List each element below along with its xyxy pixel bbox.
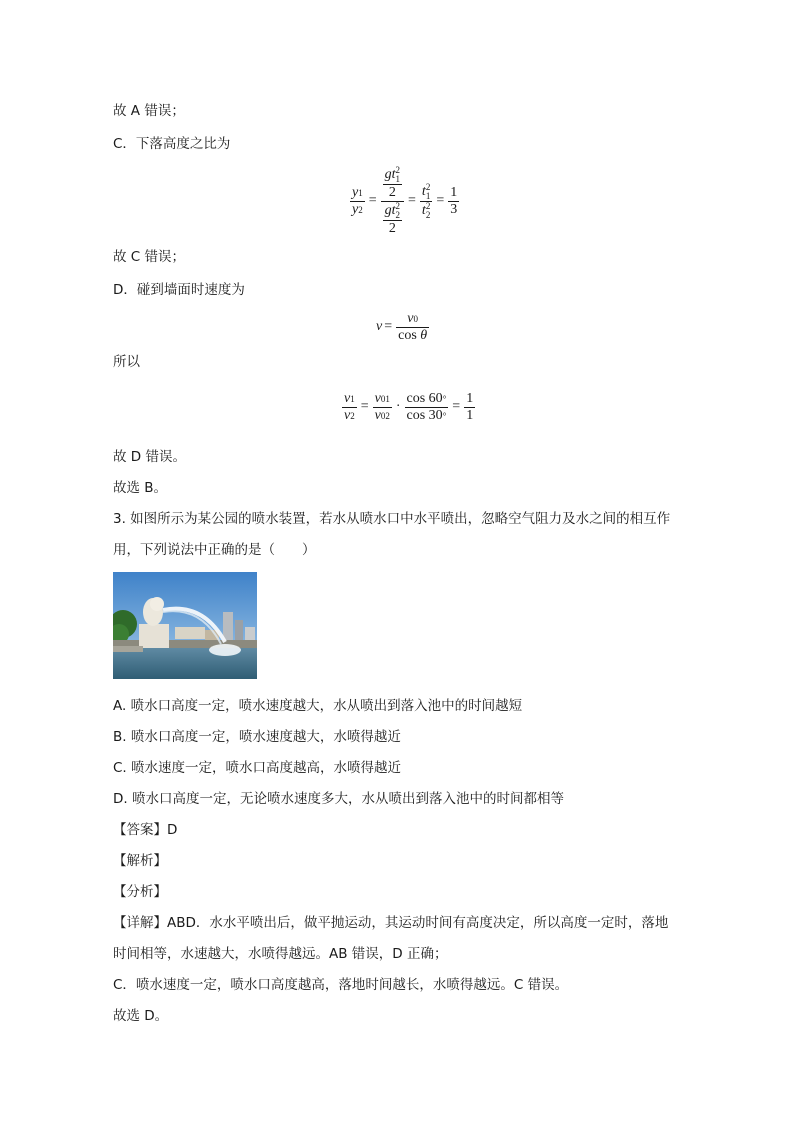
detail-line4: 故选 D。	[113, 1008, 169, 1024]
analysis-label: 【解析】	[113, 853, 167, 869]
text-gu-c: 故 C 错误；	[113, 249, 186, 265]
frac-t1-t2: t 2 1 t 2 2	[421, 181, 431, 220]
text-suoyi: 所以	[113, 354, 140, 370]
question-3-line1: 3. 如图所示为某公园的喷水装置，若水从喷水口中水平喷出，忽略空气阻力及水之间的相互作	[113, 511, 671, 527]
frac-v01-v02: v 01 v 02	[374, 390, 390, 423]
fountain-illustration	[113, 572, 257, 679]
fountain-photo	[113, 572, 257, 679]
text-gu-a: 故 A 错误；	[113, 103, 185, 119]
equation-velocity: v = v 0 cos θ	[376, 310, 428, 343]
frac-one-third: $\frac{1}{3}$	[450, 184, 458, 217]
option-c: C. 喷水速度一定，喷水口高度越高，水喷得越近	[113, 760, 402, 776]
frac-cos-ratio: cos 60 ° cos 30 °	[406, 390, 447, 423]
frac-one-one: $\frac{1}{1}$	[466, 390, 474, 423]
text-answer-b: 故选 B。	[113, 480, 168, 496]
frac-v1-v2: v 1 v 2	[344, 390, 355, 423]
detail-line1: 【详解】ABD．水水平喷出后，做平抛运动，其运动时间有高度决定，所以高度一定时，落地	[113, 915, 669, 931]
question-3-line2: 用，下列说法中正确的是（ ）	[113, 542, 316, 558]
option-a: A. 喷水口高度一定，喷水速度越大，水从喷出到落入池中的时间越短	[113, 698, 523, 714]
text-c-heading: C．下落高度之比为	[113, 136, 231, 152]
option-d: D. 喷水口高度一定，无论喷水速度多大，水从喷出到落入池中的时间都相等	[113, 791, 564, 807]
equation-velocity-ratio: v 1 v 2 = v 01 v 02 · cos 60 ° cos 30 ° = $\frac{1}{1}$	[344, 390, 474, 423]
frac-v0-cos: v 0 cos θ	[398, 310, 428, 343]
option-b: B. 喷水口高度一定，喷水速度越大，水喷得越近	[113, 729, 401, 745]
answer-label: 【答案】D	[113, 822, 178, 838]
text-gu-d: 故 D 错误。	[113, 449, 186, 465]
frac-y1-y2: y 1 y 2	[352, 184, 363, 217]
equation-height-ratio: y 1 y 2 = g t 2 1 2 g t 2 2 2 = t 2 1 t 2 2 = $\frac{1}{3}$	[352, 164, 458, 236]
text-d-heading: D．碰到墙面时速度为	[113, 282, 245, 298]
detail-line3: C．喷水速度一定，喷水口高度越高，落地时间越长，水喷得越远。C 错误。	[113, 977, 569, 993]
frac-compound: g t 2 1 2 g t 2 2 2	[381, 166, 404, 237]
detail-line2: 时间相等，水速越大，水喷得越远。AB 错误，D 正确；	[113, 946, 448, 962]
fenxi-label: 【分析】	[113, 884, 167, 900]
